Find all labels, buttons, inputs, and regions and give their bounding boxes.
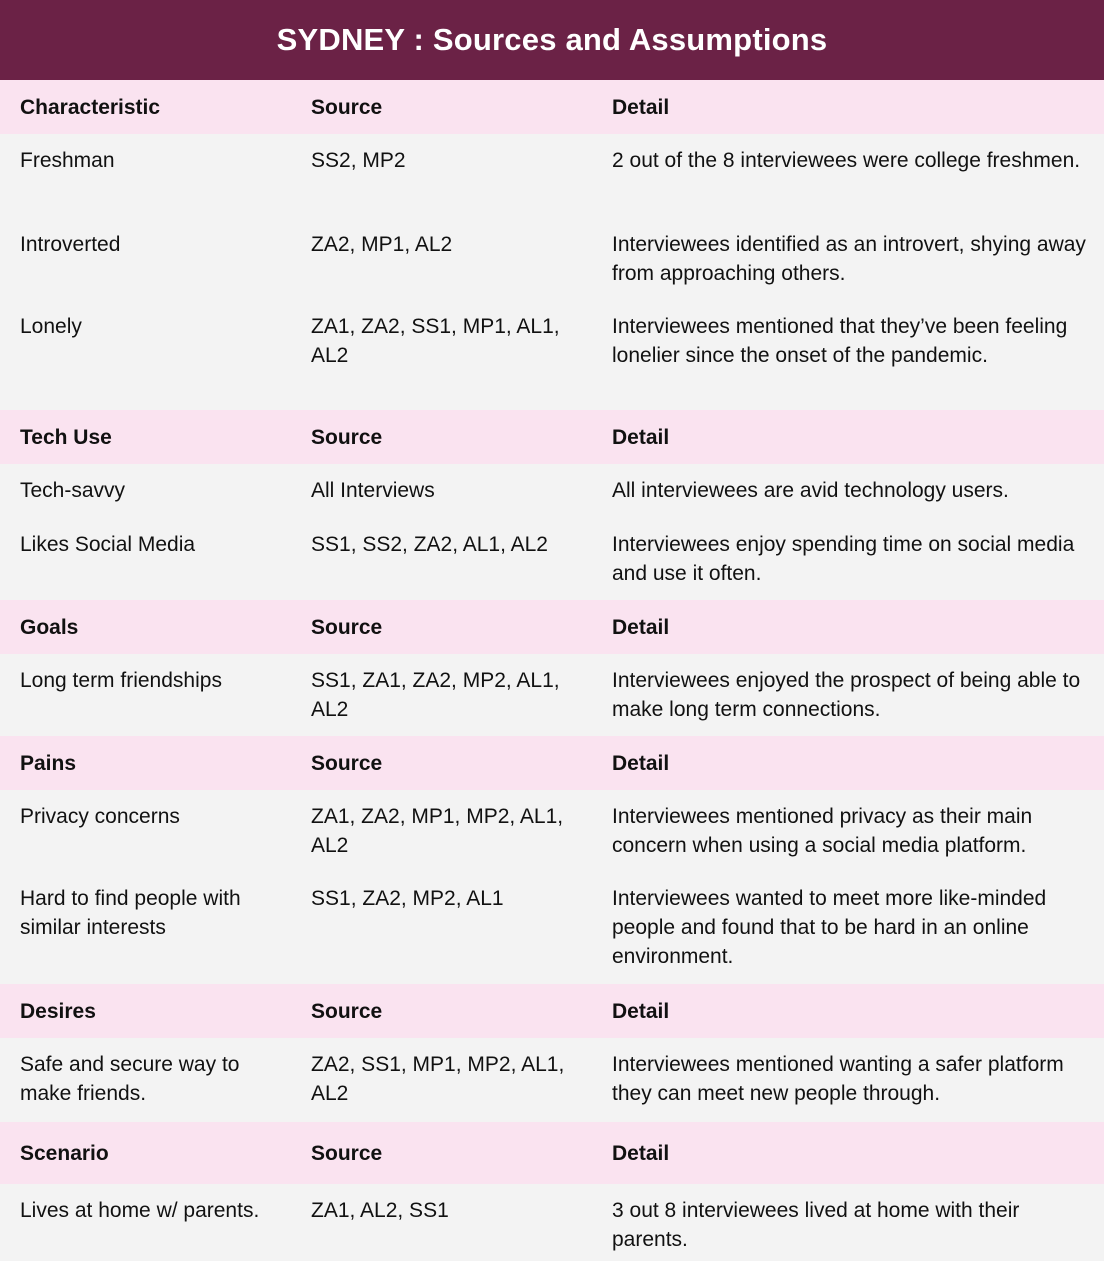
section-header-goals	[0, 600, 1104, 654]
row-source: ZA1, ZA2, MP1, MP2, AL1, AL2	[311, 805, 564, 857]
sources-table	[0, 80, 1104, 1261]
header-cell-source: Source	[311, 425, 383, 449]
table-row	[0, 872, 1104, 984]
row-source: SS1, ZA2, MP2, AL1	[311, 887, 504, 910]
header-cell-source: Source	[311, 751, 383, 775]
row-source: SS1, SS2, ZA2, AL1, AL2	[311, 533, 548, 556]
row-detail: Interviewees identified as an introvert, shying away from approaching others.	[612, 233, 1086, 285]
header-cell-detail: Detail	[612, 999, 670, 1023]
header-cell-source: Source	[311, 1141, 383, 1165]
row-characteristic: Lonely	[20, 315, 82, 338]
table-row	[0, 790, 1104, 872]
row-characteristic: Tech-savvy	[20, 479, 126, 502]
row-detail: Interviewees enjoy spending time on social media and use it often.	[612, 533, 1075, 585]
section-header-scenario	[0, 1122, 1104, 1184]
header-cell-category: Pains	[20, 751, 77, 775]
header-cell-source: Source	[311, 999, 383, 1023]
header-cell-detail: Detail	[612, 751, 670, 775]
row-detail: Interviewees mentioned privacy as their main concern when using a social media platform.	[612, 805, 1033, 857]
header-cell-source: Source	[311, 95, 383, 119]
row-detail: Interviewees enjoyed the prospect of being able to make long term connections.	[612, 669, 1081, 721]
header-cell-category: Tech Use	[20, 425, 112, 449]
row-characteristic: Introverted	[20, 233, 121, 256]
header-cell-detail: Detail	[612, 425, 670, 449]
row-source: ZA2, SS1, MP1, MP2, AL1, AL2	[311, 1053, 565, 1105]
table-row	[0, 654, 1104, 736]
table-row	[0, 218, 1104, 300]
header-cell-detail: Detail	[612, 1141, 670, 1165]
row-characteristic: Lives at home w/ parents.	[20, 1199, 260, 1222]
row-source: All Interviews	[311, 479, 435, 502]
page-title: SYDNEY : Sources and Assumptions	[0, 0, 1104, 80]
table-row	[0, 134, 1104, 218]
row-source: SS1, ZA1, ZA2, MP2, AL1, AL2	[311, 669, 560, 721]
table-row	[0, 1184, 1104, 1261]
row-source: ZA2, MP1, AL2	[311, 233, 453, 256]
section-header-desires	[0, 984, 1104, 1038]
row-detail: Interviewees mentioned that they’ve been feeling lonelier since the onset of the pandemic.	[612, 315, 1068, 367]
table-row	[0, 518, 1104, 600]
row-characteristic: Safe and secure way to make friends.	[20, 1053, 240, 1105]
header-cell-category: Desires	[20, 999, 96, 1023]
table-row	[0, 1038, 1104, 1122]
row-characteristic: Long term friendships	[20, 669, 222, 692]
section-header-characteristic	[0, 80, 1104, 134]
section-header-tech-use	[0, 410, 1104, 464]
row-source: SS2, MP2	[311, 149, 406, 172]
row-characteristic: Hard to find people with similar interests	[20, 887, 241, 939]
section-header-pains	[0, 736, 1104, 790]
table-row	[0, 464, 1104, 518]
row-detail: 3 out 8 interviewees lived at home with their parents.	[612, 1199, 1020, 1251]
row-characteristic: Likes Social Media	[20, 533, 196, 556]
row-detail: Interviewees wanted to meet more like-minded people and found that to be hard in an online environment.	[612, 887, 1047, 968]
row-characteristic: Freshman	[20, 149, 115, 172]
header-cell-source: Source	[311, 615, 383, 639]
row-detail: Interviewees mentioned wanting a safer platform they can meet new people through.	[612, 1053, 1064, 1105]
row-detail: 2 out of the 8 interviewees were college freshmen.	[612, 149, 1081, 172]
row-characteristic: Privacy concerns	[20, 805, 180, 828]
header-cell-detail: Detail	[612, 95, 670, 119]
row-detail: All interviewees are avid technology users.	[612, 479, 1009, 502]
header-cell-category: Characteristic	[20, 95, 161, 119]
header-cell-category: Scenario	[20, 1141, 109, 1165]
header-cell-detail: Detail	[612, 615, 670, 639]
table-row	[0, 300, 1104, 410]
row-source: ZA1, AL2, SS1	[311, 1199, 449, 1222]
row-source: ZA1, ZA2, SS1, MP1, AL1, AL2	[311, 315, 560, 367]
header-cell-category: Goals	[20, 615, 79, 639]
